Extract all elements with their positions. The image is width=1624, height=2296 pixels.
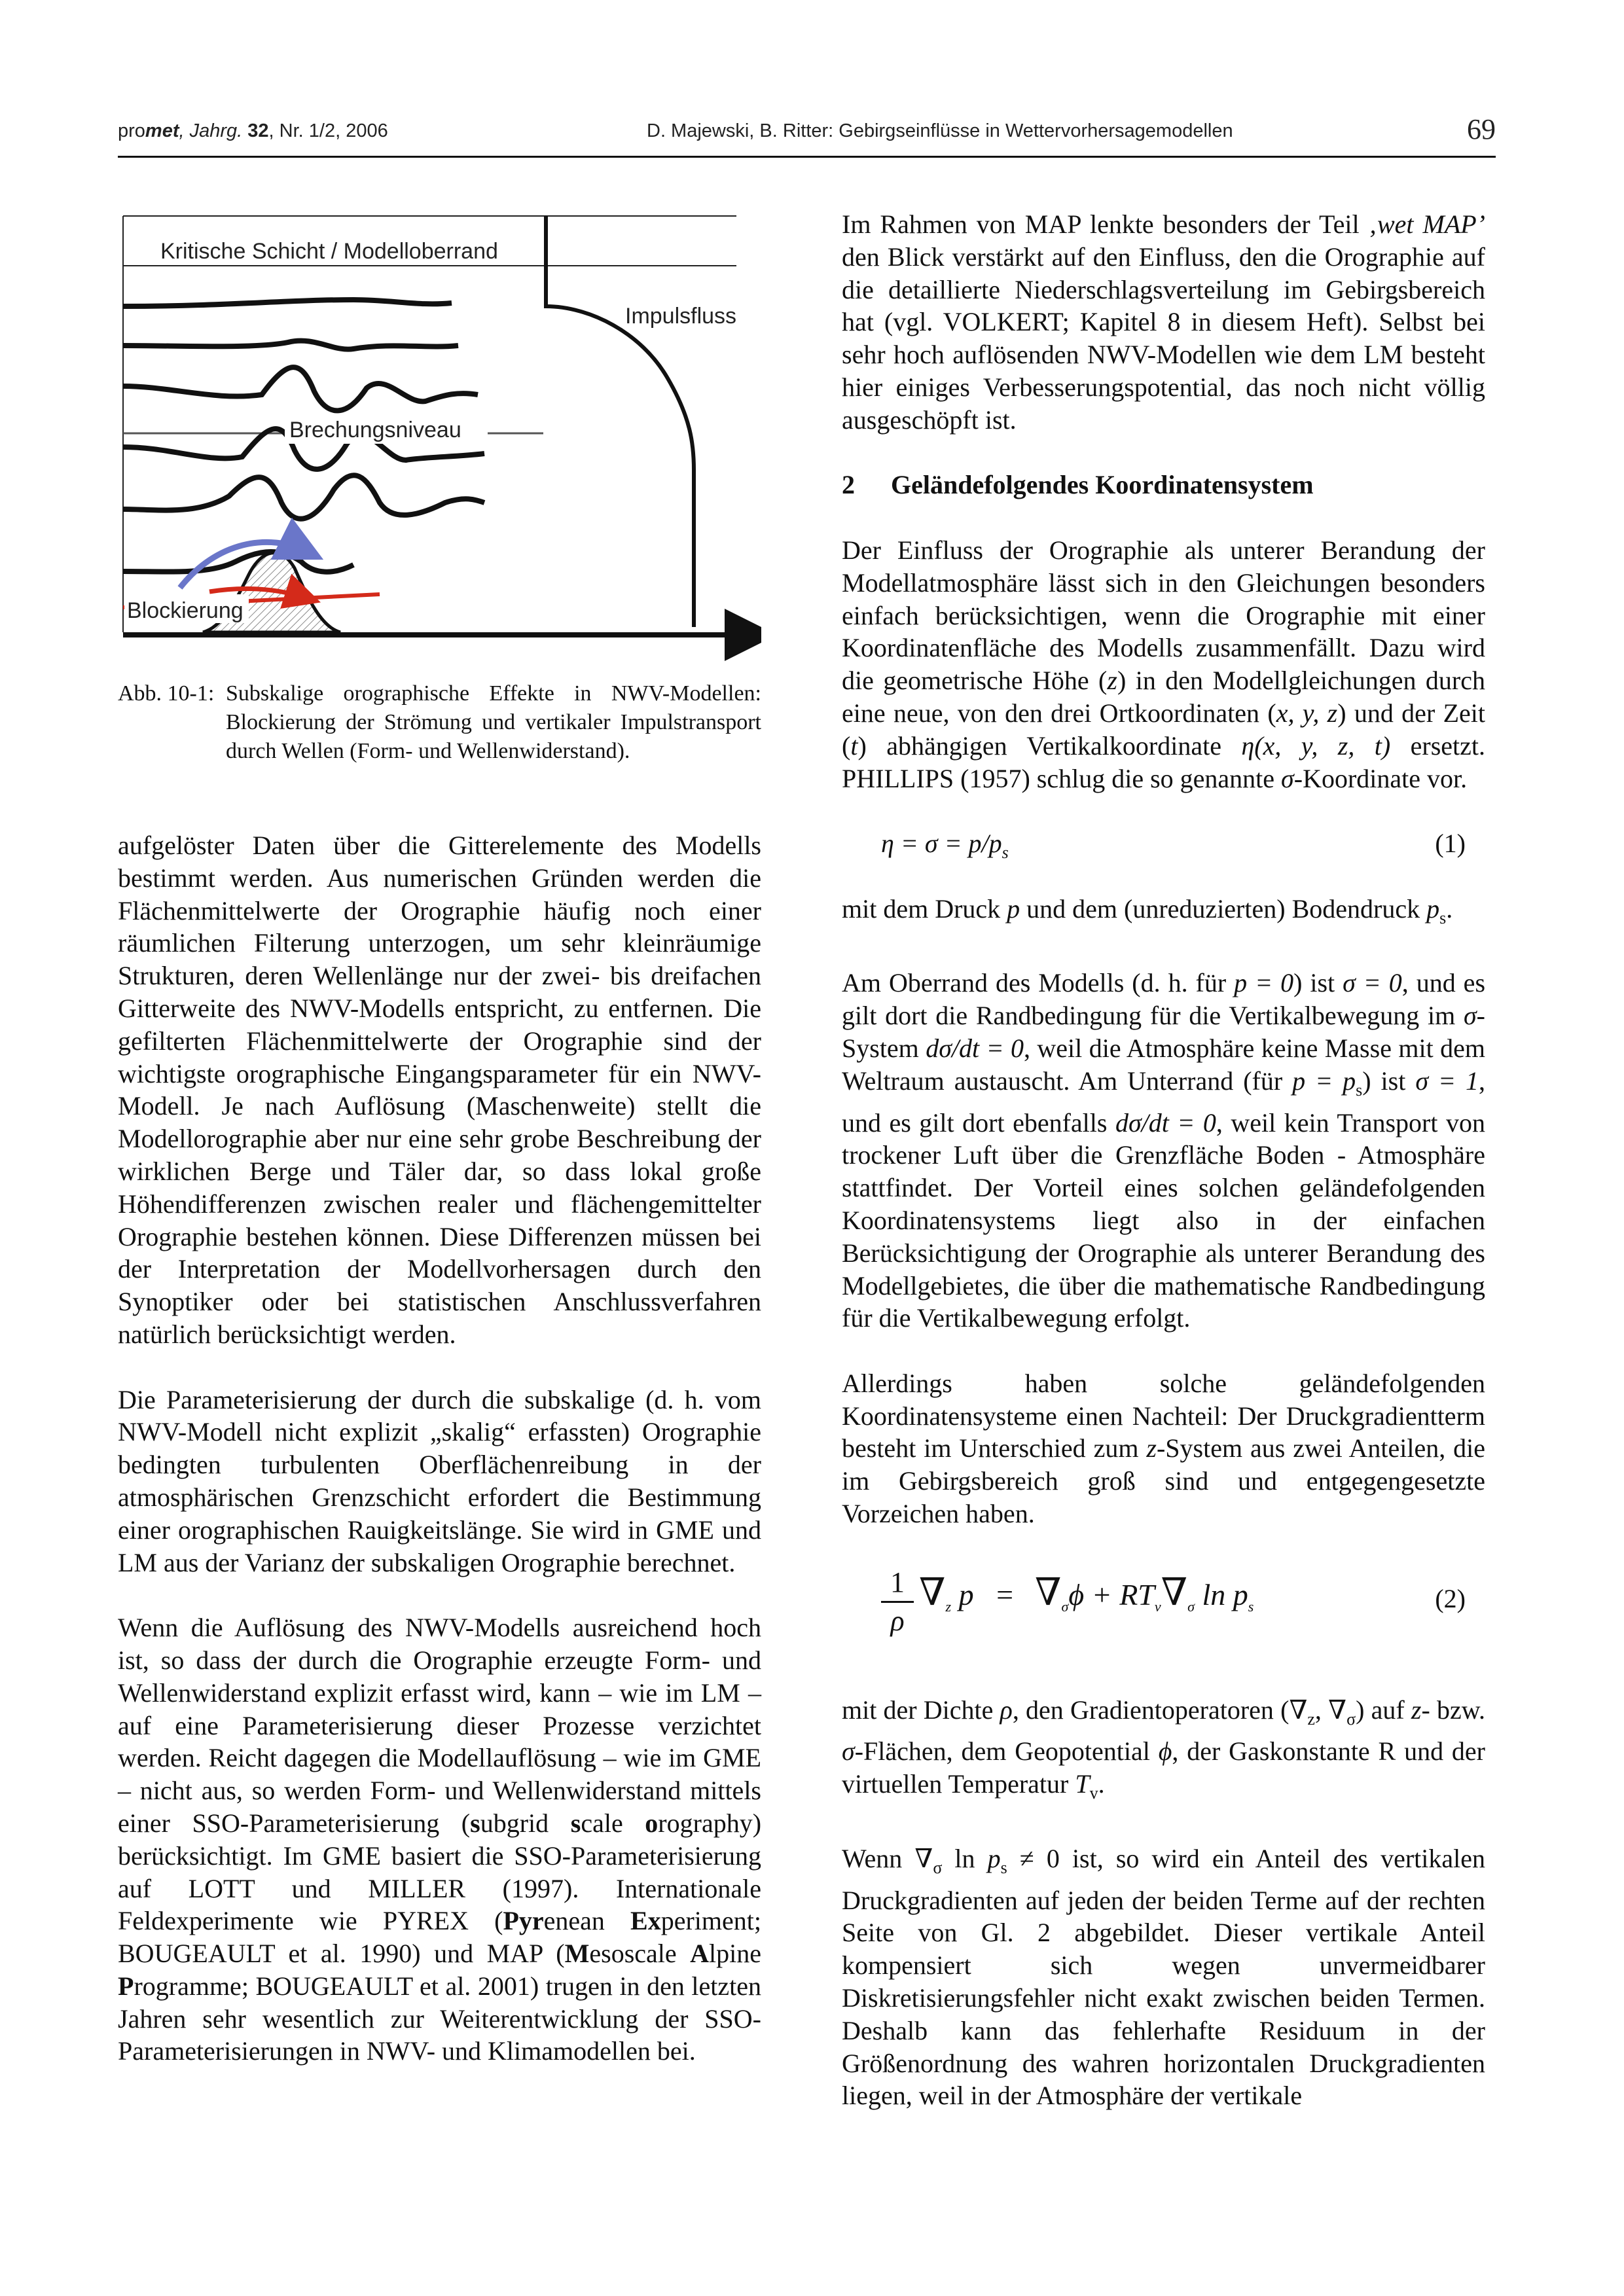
paragraph: aufgelöster Daten über die Gitterelemente des Modells bestimmt werden. Aus numerischen Gründen werden die Flächenmittelwerte der Orographie häufig noch einer räumlichen Filterung unterzogen, um sehr kleinräumige Strukturen, deren Wellenlänge nur der zwei- bis dreifachen Gitterweite des NWV-Modells entspricht, zu entfernen. Die gefilterten Flächenmittelwerte der Orographie sind der wichtigste orographische Eingangsparameter für ein NWV-Modell. Je nach Auflösung (Maschenweite) stellt die Modellorographie aber nur eine sehr grobe Beschreibung der wirklichen Berge und Täler dar, so dass lokal große Höhendifferenzen zwischen realer und flächengemittelter Orographie bestehen können. Diese Differenzen müssen bei der Interpretation der Modellvorhersagen durch den Synoptiker oder bei statistischen Anschlussverfahren natürlich berücksichtigt werden. (118, 831, 761, 1349)
label-critical-layer: Kritische Schicht / Modelloberrand (160, 239, 498, 264)
page-number: 69 (1467, 113, 1496, 145)
paragraph: Wenn $\nabla_\sigma$ $\ln p_s \ne 0$ ist, so wird ein Anteil des vertikalen Druckgradienten auf jeden der beiden Terme auf der rechten Seite von Gl. 2 abgebildet. Dieser vertikale Anteil kompensiert sich wegen unvermeidbarer Diskretisierungsfehler nicht exakt zwischen beiden Termen. Deshalb kann das fehlerhafte Residuum in der Größenordnung des wahren horizontalen Druckgradienten liegen, weil in der Atmosphäre der vertikale (842, 1843, 1485, 2111)
paragraph: Wenn die Auflösung des NWV-Modells ausreichend hoch ist, so dass der durch die Orographie erzeugte Form- und Wellenwiderstand explizit erfasst wird, kann – wie im LM – auf eine Parameterisierung dieser Prozesse verzichtet werden. Reicht dagegen die Modellauflösung – wie im GME – nicht aus, so werden Form- und Wellenwiderstand mittels einer SSO-Parameterisierung (subgrid scale orography) berücksichtigt. Im GME basiert die SSO-Parameterisierung auf LOTT und MILLER (1997). Internationale Feldexperimente wie PYREX (Pyrenean Experiment; BOUGEAULT et al. 1990) und MAP (Mesoscale Alpine Programme; BOUGEAULT et al. 2001) trugen in den letzten Jahren sehr wesentlich zur Weiterentwicklung der SSO-Parameterisierungen in NWV- und Klimamodellen bei. (118, 1613, 762, 2066)
article-authors-title: D. Majewski, B. Ritter: Gebirgseinflüsse in Wettervorhersagemodellen (647, 120, 1233, 141)
equation-1: $\eta = \sigma = p/p_s$ (1) (881, 829, 1466, 863)
paragraph: mit der Dichte ρ, den Gradientoperatoren ($\nabla_z$, $\nabla_\sigma$) auf z- bzw. σ-Flächen, dem Geopotential ϕ, der Gaskonstante R und der virtuellen Temperatur $T_v$. (842, 1695, 1485, 1803)
header-rule (118, 156, 1496, 158)
wave-line-3 (123, 367, 478, 410)
section-heading (842, 469, 1485, 501)
running-header (118, 113, 1496, 149)
fraction: $\frac{1}{\rho}$ (881, 1564, 914, 1640)
figure-svg (118, 208, 761, 677)
label-blocking: Blockierung (127, 598, 244, 623)
left-column (118, 829, 761, 2100)
section-title: Geländefolgendes Koordinatensystem (891, 470, 1314, 500)
paragraph: Der Einfluss der Orographie als unterer Berandung der Modellatmosphäre lässt sich in den Gleichungen besonders einfach berücksichtigen, wenn die Orographie mit einer Koordinatenfläche des Modells zusammenfällt. Dazu wird die geometrische Höhe (z) in den Modellgleichungen durch eine neue, von den drei Ortkoordinaten (x, y, z) und der Zeit (t) abhängigen Vertikalkoordinate η(x, y, z, t) ersetzt. PHILLIPS (1957) schlug die so genannte σ-Koordinate vor. (842, 535, 1486, 793)
figure-caption (118, 679, 761, 766)
caption-text: Subskalige orographische Effekte in NWV-Modellen: Blockierung der Strömung und vertikaler Impulstransport durch Wellen (Form- und Wellenwiderstand). (226, 681, 761, 763)
momentum-flux-curve (546, 216, 694, 627)
equation-2: $\frac{1}{\rho}$ $\nabla_z$ p = $\nabla_\sigma\phi + RT_v\nabla_\sigma$ $\ln p_s$ (2) (842, 1563, 1485, 1661)
wave-line-5 (123, 475, 484, 518)
label-refraction-level: Brechungsniveau (289, 418, 461, 442)
figure-orographic-effects (118, 208, 761, 677)
caption-label: Abb. 10-1: (118, 681, 215, 706)
wave-line-6 (123, 552, 353, 572)
equation-number: (1) (1435, 829, 1466, 859)
wave-line-1 (123, 300, 452, 306)
paragraph: mit dem Druck p und dem (unreduzierten) Bodendruck $p_s$. (842, 893, 1453, 927)
paragraph: Allerdings haben solche geländefolgenden Koordinatensysteme einen Nachteil: Der Druckgradientterm besteht im Unterschied zum z-System aus zwei Anteilen, die im Gebirgsbereich groß sind und entgegengesetzte Vorzeichen haben. (842, 1368, 1485, 1529)
section-number: 2 (842, 470, 855, 500)
wave-line-2 (123, 341, 458, 350)
paragraph: Die Parameterisierung der durch die subskalige (d. h. vom NWV-Modell nicht explizit „skalig“ erfassten) Orographie bedingten turbulenten Oberflächenreibung in der atmosphärischen Grenzschicht erfordert die Bestimmung einer orographischen Rauigkeitslänge. Sie wird in GME und LM aus der Varianz der subskaligen Orographie berechnet. (118, 1384, 761, 1577)
right-column (842, 208, 1485, 2145)
equation-number: (2) (1435, 1583, 1466, 1613)
label-momentum-flux: Impulsfluss (625, 304, 737, 329)
journal-citation: promet, Jahrg. 32, Nr. 1/2, 2006 (118, 120, 388, 141)
paragraph: Im Rahmen von MAP lenkte besonders der Teil ‚wet MAP’ den Blick verstärkt auf den Einfluss, den die Orographie auf die detaillierte Niederschlagsverteilung im Gebirgsbereich hat (vgl. VOLKERT; Kapitel 8 in diesem Heft). Selbst bei sehr hoch auflösenden NWV-Modellen wie dem LM besteht hier einiges Verbesserungspotential, das noch nicht völlig ausgeschöpft ist. (842, 209, 1485, 435)
paragraph: Am Oberrand des Modells (d. h. für p = 0) ist σ = 0, und es gilt dort die Randbedingung für die Vertikalbewegung im σ-System dσ/dt = 0, weil die Atmosphäre keine Masse mit dem Weltraum austauscht. Am Unterrand (für $p = p_s$) ist σ = 1, und es gilt dort ebenfalls dσ/dt = 0, weil kein Transport von trockener Luft über die Grenzfläche Boden - Atmosphäre stattfindet. Der Vorteil eines solchen geländefolgenden Koordinatensystems liegt also in der einfachen Berücksichtigung der Orographie als unterer Berandung des Modellgebietes, die über die mathematische Randbedingung für die Vertikalbewegung erfolgt. (842, 968, 1486, 1333)
